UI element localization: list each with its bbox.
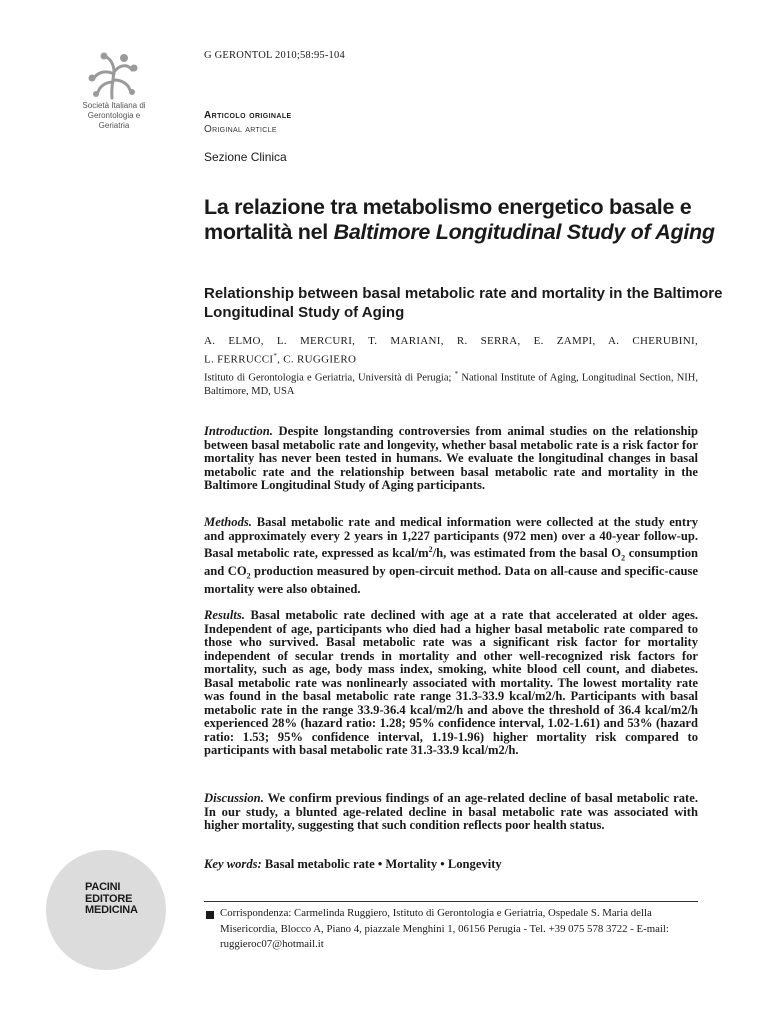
affiliation — [204, 368, 698, 399]
article-type: Articolo originale — [204, 110, 292, 121]
authors-line-2 — [204, 349, 698, 368]
affiliation-mark: * — [454, 370, 459, 378]
discussion-heading: Discussion. — [204, 791, 264, 805]
keywords-list: Basal metabolic rate • Mortality • Longevity — [261, 857, 502, 871]
author-ferrucci: L. FERRUCCI — [204, 353, 274, 366]
affiliation-perugia: Istituto di Gerontologia e Geriatria, Università di Perugia; — [204, 372, 455, 384]
results-heading: Results. — [204, 608, 245, 622]
discussion-text: We confirm previous findings of an age-related decline of basal metabolic rate. In our study, a blunted age-related decline in basal metabolic rate was associated with higher mortality, suggesting that such condition reflects poor health status. — [204, 791, 698, 832]
title-english: Relationship between basal metabolic rate and mortality in the Baltimore Longitudinal Study of Aging — [204, 285, 723, 321]
methods-heading: Methods. — [204, 515, 252, 529]
section-name: Sezione Clinica — [204, 150, 287, 164]
methods-text-c: consumption and CO — [204, 546, 698, 579]
title-italian-main: La relazione tra metabolismo energetico basale e mortalità nel — [204, 195, 692, 244]
publisher-line-1: PACINI — [85, 881, 121, 893]
introduction-heading: Introduction. — [204, 424, 273, 438]
author-list — [204, 334, 698, 368]
methods-superscript: 2 — [428, 545, 433, 554]
journal-reference: G GERONTOL 2010;58:95-104 — [204, 50, 345, 61]
title-italian — [204, 195, 724, 245]
author-affiliation-mark: * — [273, 352, 278, 360]
keywords — [204, 857, 698, 872]
correspondence: Corrispondenza: Carmelinda Ruggiero, Istituto di Gerontologia e Geriatria, Ospedale S. Maria della Misericordia, Blocco A, Piano 4, piazzale Menghini 1, 06156 Perugia - Tel. +39 075 578 3722 - E-mail: ruggieroc07@hotmail.it — [220, 907, 669, 950]
abstract-methods — [204, 516, 698, 597]
publisher-name — [85, 882, 155, 917]
society-logo-icon — [84, 52, 144, 100]
square-bullet-icon — [206, 911, 214, 919]
publisher-line-2: EDITORE — [85, 892, 133, 905]
results-text: Basal metabolic rate declined with age at a rate that accelerated at older ages. Independent of age, participants who died had a higher basal metabolic rate compared to those who survived. Basal metabolic rate was a significant risk factor for mortality independent of secular trends in mortality and other well-recognized risk factors for mortality, such as age, body mass index, smoking, white blood cell count, and diabetes. Basal metabolic rate was nonlinearly associated with mortality. The lowest mortality rate was found in the basal metabolic rate range 31.3-33.9 kcal/m2/h. Participants with basal metabolic rate in the range 33.9-36.4 kcal/m2/h and above the threshold of 36.4 kcal/m2/h experienced 28% (hazard ratio: 1.28; 95% confidence interval, 1.02-1.61) and 53% (hazard ratio: 1.53; 95% confidence interval, 1.19-1.96) higher mortality risk compared to participants with basal metabolic rate 31.3-33.9 kcal/m2/h. — [204, 608, 698, 757]
abstract-results — [204, 609, 698, 758]
publisher-line-3: MEDICINA — [85, 904, 138, 916]
introduction-text: Despite longstanding controversies from animal studies on the relationship between basal metabolic rate and longevity, whether basal metabolic rate is a risk factor for mortality has never been tested in humans. We evaluate the longitudinal changes in basal metabolic rate and the relationship between basal metabolic rate and mortality in the Baltimore Longitudinal Study of Aging participants. — [204, 424, 698, 492]
title-italian-study-name: Baltimore Longitudinal Study of Aging — [333, 220, 715, 244]
footer-divider — [204, 901, 698, 902]
article-type-english: Original article — [204, 124, 277, 135]
authors-line-1: A. ELMO, L. MERCURI, T. MARIANI, R. SERRA, E. ZAMPI, A. CHERUBINI, — [204, 335, 698, 347]
abstract-introduction — [204, 425, 698, 493]
author-ruggiero: , C. RUGGIERO — [277, 353, 357, 366]
methods-subscript-co2: 2 — [246, 571, 251, 581]
methods-text-b: /h, was estimated from the basal O — [432, 546, 622, 561]
methods-text-a: Basal metabolic rate and medical information were collected at the study entry and approximately every 2 years in 1,227 participants (972 men) over a 40-year follow-up. Basal metabolic rate, expressed as kcal/m — [204, 515, 698, 561]
affiliation-nia: National Institute of Aging, Longitudinal Section, NIH, Baltimore, MD, USA — [204, 372, 698, 397]
society-name: Società Italiana di Gerontologia e Geriatria — [82, 101, 146, 130]
methods-subscript-o2: 2 — [621, 553, 626, 563]
keywords-label: Key words: — [204, 857, 262, 871]
abstract-discussion — [204, 792, 698, 833]
methods-text-d: production measured by open-circuit method. Data on all-cause and specific-cause mortality were also obtained. — [204, 564, 698, 597]
